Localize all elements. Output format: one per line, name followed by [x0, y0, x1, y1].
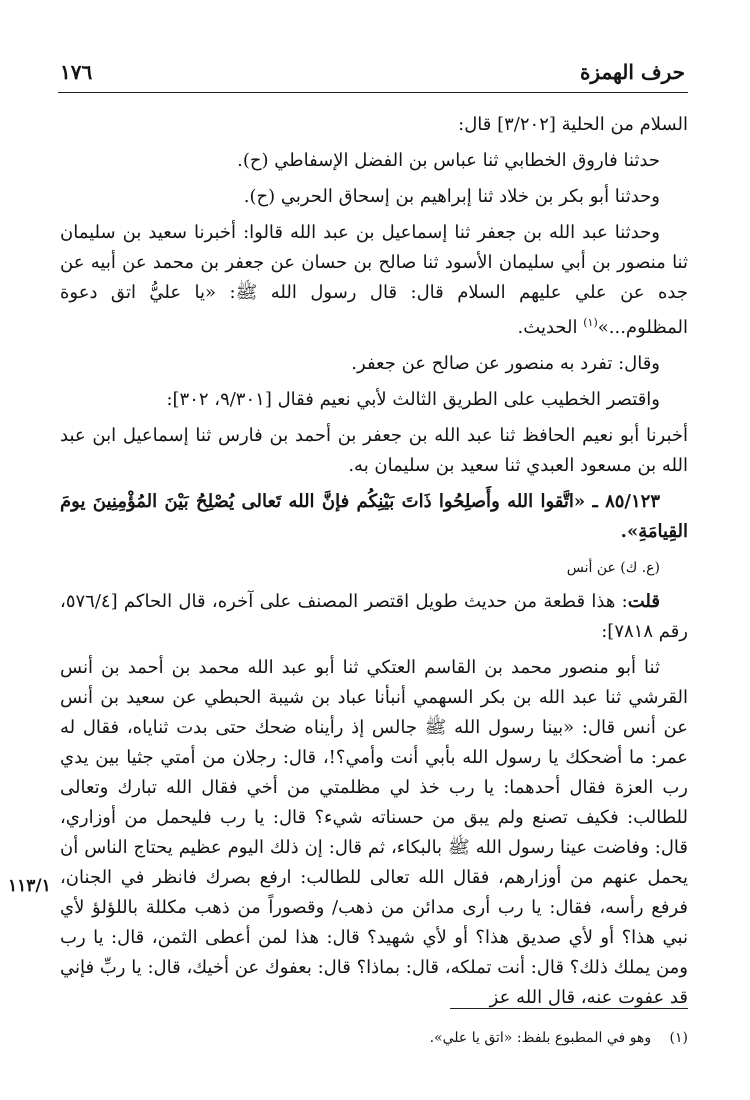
- paragraph: وحدثنا أبو بكر بن خلاد ثنا إبراهيم بن إسحاق الحربي (ح).: [243, 186, 660, 207]
- footnote-ref: (١): [583, 316, 598, 329]
- qult-label: قلت: [627, 591, 660, 612]
- footnote-number: (١): [669, 1030, 688, 1046]
- isnad-end: الحديث.: [517, 317, 584, 338]
- paragraph: واقتصر الخطيب على الطريق الثالث لأبي نعيم فقال [٩/٣٠١، ٣٠٢]:: [166, 389, 660, 410]
- footnote-rule: [450, 1008, 688, 1009]
- header-rule: [58, 92, 688, 93]
- hadith-source: (ع. ك) عن أنس: [566, 560, 660, 576]
- qult-text: : هذا قطعة من حديث طويل اقتصر المصنف على آخره، قال الحاكم [٥٧٦/٤، رقم ٧٨١٨]:: [60, 591, 688, 642]
- paragraph: ثنا أبو منصور محمد بن القاسم العتكي ثنا أبو عبد الله محمد بن أحمد بن أنس القرشي ثنا عبد الله بن بكر السهمي أنبأنا عباد بن شيبة الحبطي عن سعيد بن أنس عن أنس قال: «بينا رسول الله ﷺ جالس إذ رأيناه ضحك حتى بدت ثناياه، فقال له عمر: ما أضحكك يا رسول الله بأبي أنت وأمي؟!، قال: رجلان من أمتي جثيا بين يدي رب العزة فقال أحدهما: يا رب خذ لي مظلمتي من أخي فقال الله تبارك وتعالى للطالب: فكيف تصنع ولم يبق من حسناته شيء؟ قال: يا رب فليحمل من أوزاري، قال: وفاضت عينا رسول الله ﷺ بالبكاء، ثم قال: إن ذلك اليوم عظيم يحتاج الناس أن يحمل عنهم من أوزارهم، فقال الله تعالى للطالب: ارفع بصرك فانظر في الجنان، فرفع رأسه، فقال: يا رب أرى مدائن من ذهب/ وقصوراً من ذهب مكللة باللؤلؤ لأي نبي هذا؟ أو لأي صديق هذا؟ أو لأي شهيد؟ قال: هذا لمن أعطى الثمن، قال: يا رب ومن يملك ذلك؟ قال: أنت تملكه، قال: بماذا؟ قال: بعفوك عن أخيك، قال: يا ربِّ فإني قد عفوت عنه، قال الله عز: [60, 657, 688, 1008]
- footnote: [60, 1028, 688, 1048]
- footnote-text: وهو في المطبوع بلفظ: «اتق يا علي».: [429, 1030, 652, 1046]
- page-header: [60, 60, 685, 88]
- main-text: [60, 110, 688, 1019]
- chapter-title: حرف الهمزة: [579, 60, 685, 84]
- page-number: ١٧٦: [60, 60, 93, 84]
- margin-note: ١١٣/١: [8, 876, 51, 896]
- paragraph: [60, 587, 688, 647]
- paragraph: وقال: تفرد به منصور عن صالح عن جعفر.: [351, 353, 660, 374]
- paragraph: حدثنا فاروق الخطابي ثنا عباس بن الفضل الإسفاطي (ح).: [237, 150, 660, 171]
- hadith-entry: [60, 487, 688, 547]
- paragraph: السلام من الحلية [٣/٢٠٢] قال:: [458, 114, 688, 135]
- paragraph: أخبرنا أبو نعيم الحافظ ثنا عبد الله بن جعفر بن أحمد بن فارس ثنا إسماعيل ابن عبد الله بن مسعود العبدي ثنا سعيد بن سليمان به.: [60, 425, 688, 476]
- isnad-text: وحدثنا عبد الله بن جعفر ثنا إسماعيل بن عبد الله قالوا: أخبرنا سعيد بن سليمان ثنا منصور بن أبي سليمان الأسود ثنا صالح بن حسان عن جعفر بن محمد عن أبيه عن جده عن علي عليهم السلام قال: قال رسول الله ﷺ: «يا عليُّ اتق دعوة المظلوم...»: [60, 222, 688, 338]
- hadith-text: «اتَّقوا الله وأَصلِحُوا ذَاتَ بَيْنِكُم فإنَّ الله تَعالى يُصْلِحُ بَيْنَ المُؤْمِنِينَ يومَ القِيامَةِ».: [60, 491, 688, 542]
- paragraph: [60, 218, 688, 343]
- hadith-number: ٨٥/١٢٣ ـ: [585, 491, 661, 512]
